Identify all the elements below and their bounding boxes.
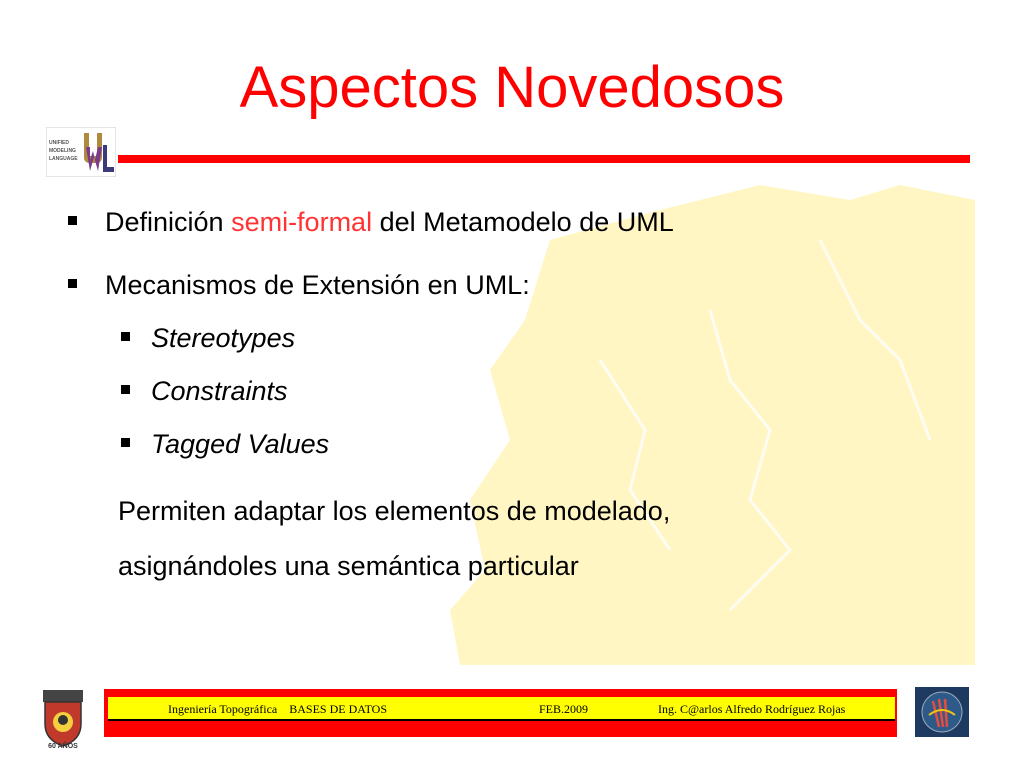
sub-bullet-constraints	[121, 374, 288, 408]
slide-title: Aspectos Novedosos	[239, 55, 785, 120]
paragraph-line-2: asignándoles una semántica particular	[118, 551, 579, 581]
bullet-square-icon	[121, 385, 130, 394]
bullet-square-icon	[68, 279, 77, 288]
footer-date: FEB.2009	[539, 702, 589, 716]
title-underline	[118, 155, 970, 163]
highlighted-term: semi-formal	[231, 207, 373, 237]
uml-logo-icon	[46, 127, 116, 177]
bullet-square-icon	[121, 332, 130, 341]
bullet-definicion	[68, 205, 674, 239]
bullet-square-icon	[121, 438, 130, 447]
bullet-text-end: del Metamodelo de UML	[372, 207, 674, 237]
uml-logo-text-2: MODELING	[49, 148, 76, 154]
sub-bullet-text: Stereotypes	[151, 323, 296, 353]
department-logo-icon	[915, 687, 969, 737]
university-shield-icon	[40, 688, 86, 748]
footer-course: Ingeniería Topográfica BASES DE DATOS	[168, 702, 388, 716]
sub-bullet-stereotypes	[121, 321, 296, 355]
bullet-text: Definición	[105, 207, 232, 237]
uml-logo-text-3: LANGUAGE	[49, 156, 78, 162]
explanation-paragraph	[118, 484, 878, 594]
sub-bullet-tagged-values	[121, 427, 330, 461]
bullet-mecanismos	[68, 268, 530, 302]
bullet-square-icon	[68, 216, 77, 225]
bullet-text: Mecanismos de Extensión en UML:	[105, 270, 530, 300]
footer-author: Ing. C@arlos Alfredo Rodríguez Rojas	[658, 702, 846, 716]
paragraph-line-1: Permiten adaptar los elementos de modelado,	[118, 496, 671, 526]
uml-logo-text-1: UNIFIED	[49, 140, 69, 146]
sub-bullet-text: Tagged Values	[151, 429, 330, 459]
university-logo-caption: 60 AÑOS	[48, 743, 78, 750]
sub-bullet-text: Constraints	[151, 376, 288, 406]
